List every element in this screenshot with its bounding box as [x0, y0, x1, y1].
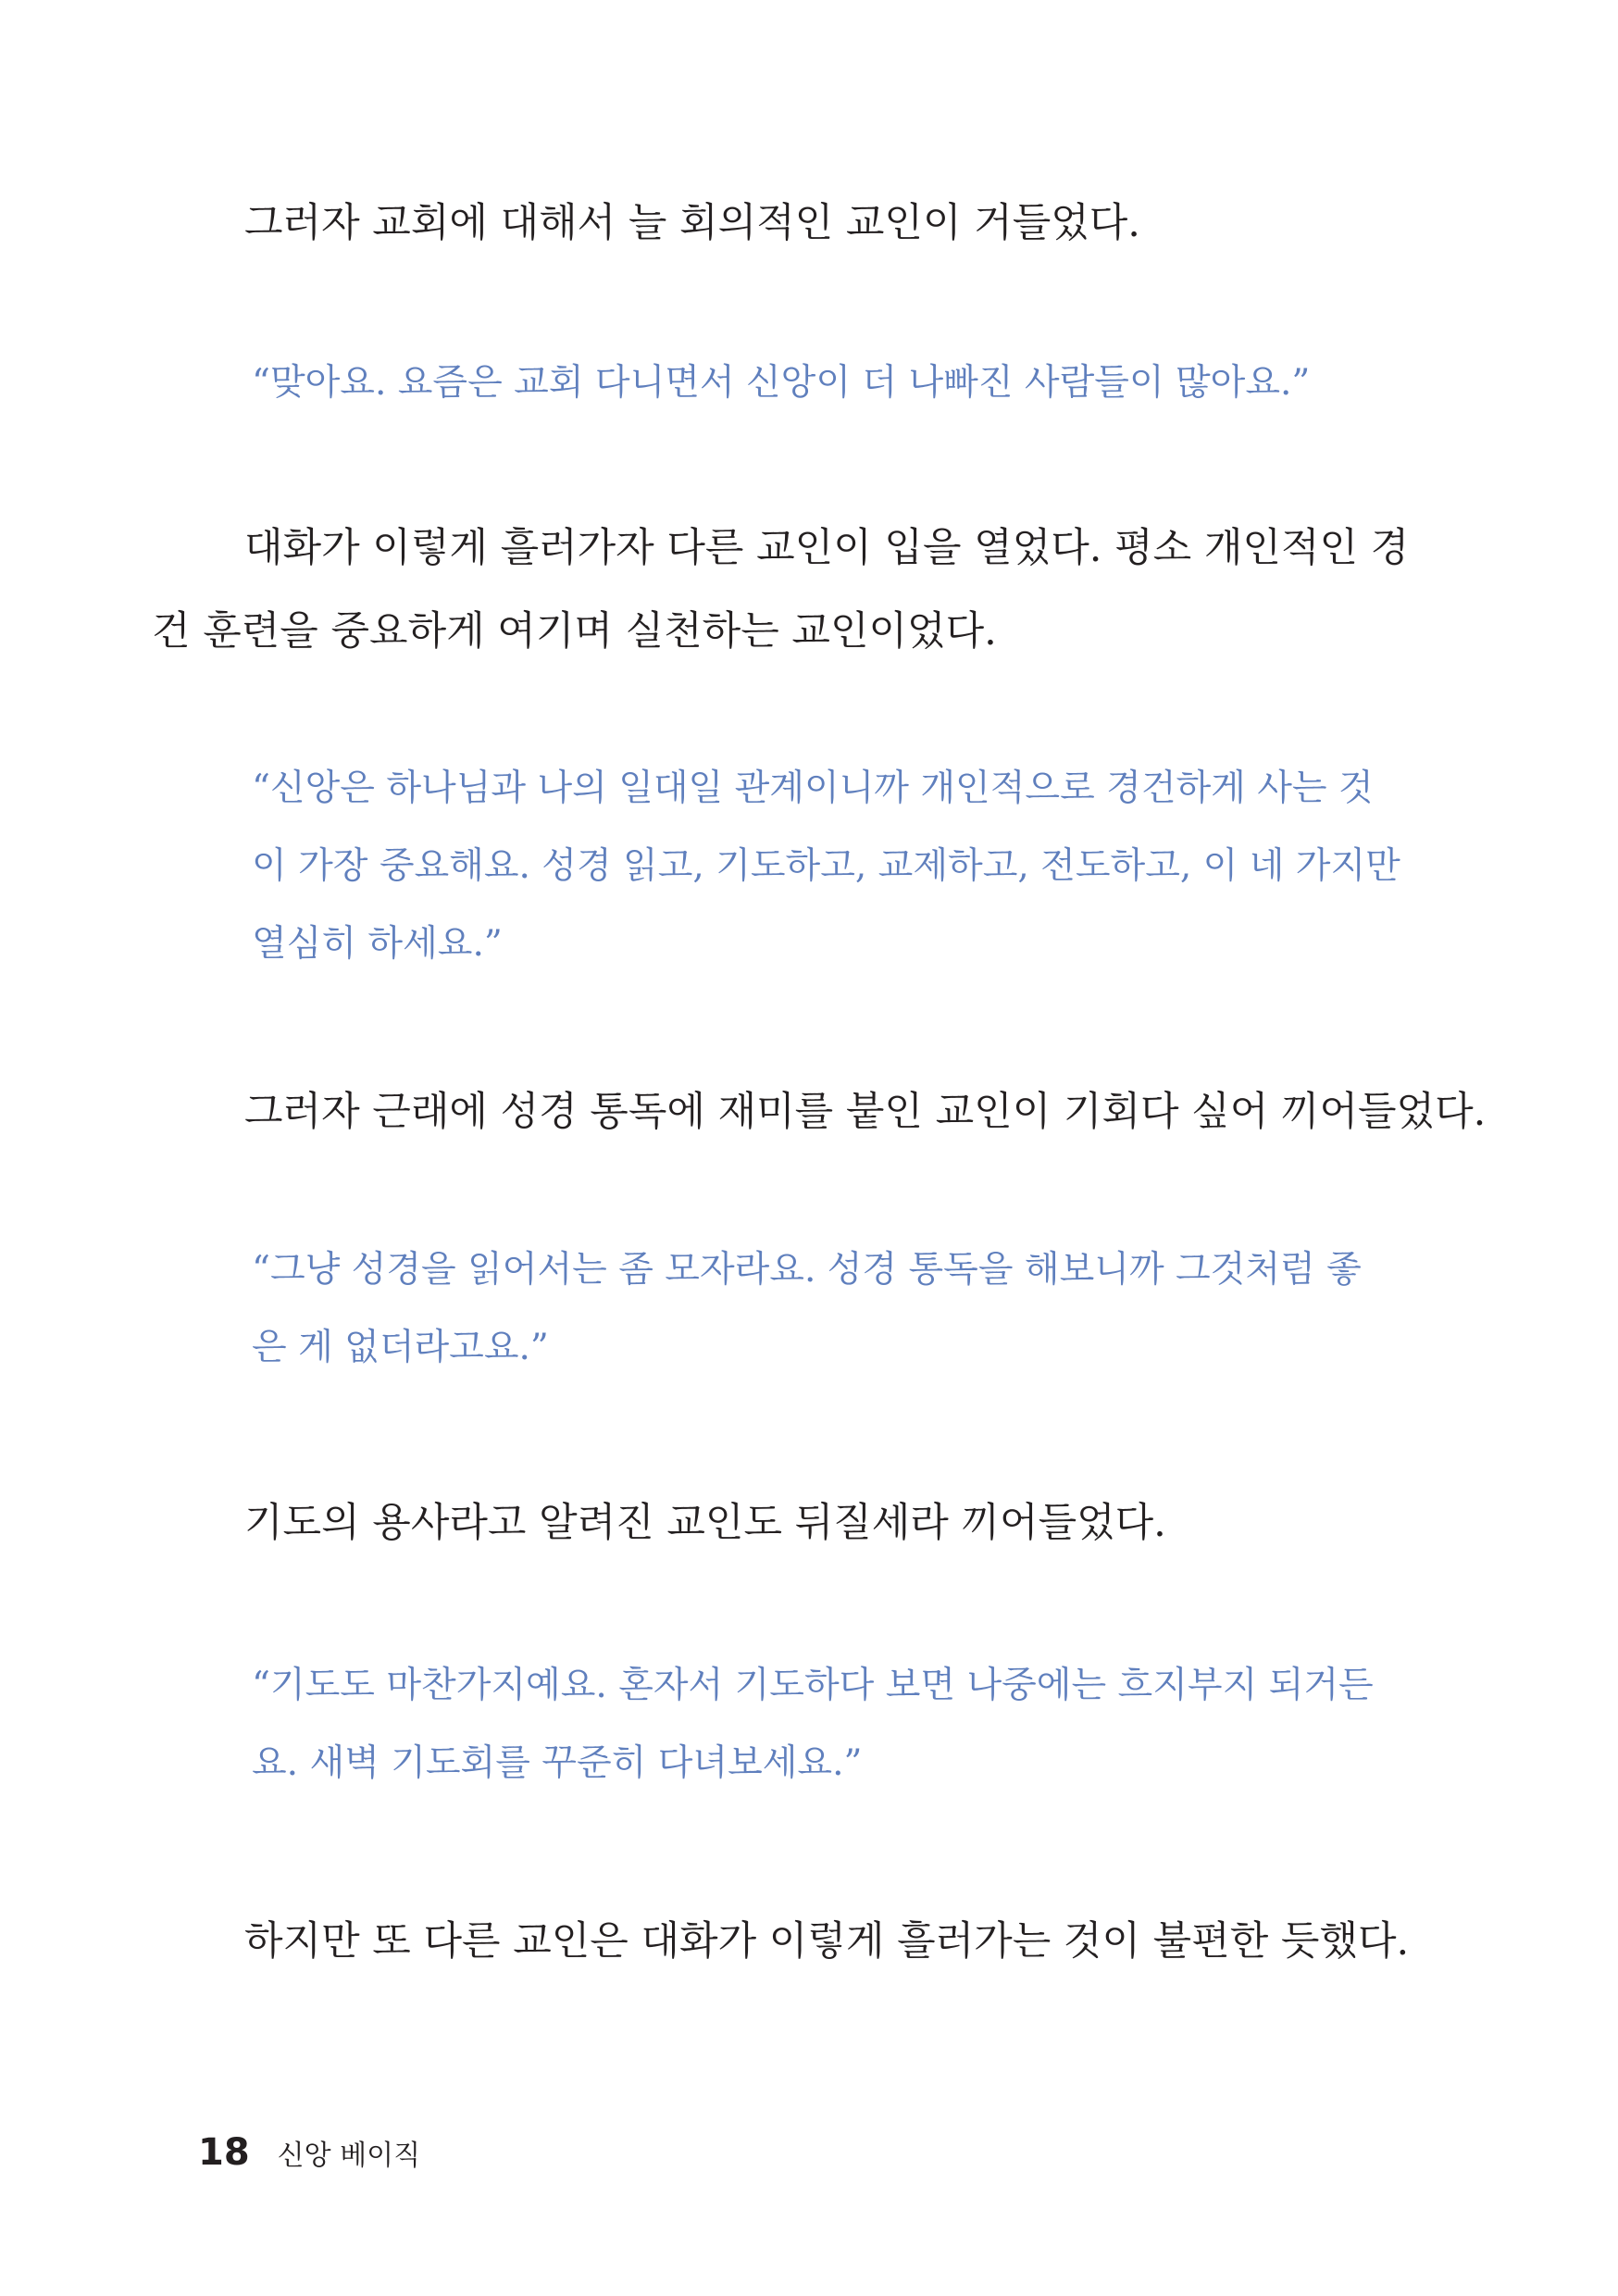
- quote-line: 요. 새벽 기도회를 꾸준히 다녀보세요.”: [252, 1742, 863, 1784]
- dialogue-quote-1: [252, 344, 1326, 422]
- page-footer: [198, 2131, 420, 2174]
- dialogue-quote-3: [252, 1231, 1362, 1387]
- narrative-paragraph-3: [198, 1070, 1487, 1154]
- quote-line: 열심히 하세요.”: [252, 923, 503, 965]
- paragraph-line: 기도의 용사라고 알려진 교인도 뒤질세라 끼어들었다.: [244, 1500, 1166, 1546]
- narrative-paragraph-4: [198, 1481, 1355, 1565]
- quote-line: “맞아요. 요즘은 교회 다니면서 신앙이 더 나빠진 사람들이 많아요.”: [252, 362, 1311, 404]
- dialogue-quote-2: [252, 750, 1400, 983]
- paragraph-line: 대화가 이렇게 흘러가자 다른 교인이 입을 열었다. 평소 개인적인 경: [244, 525, 1410, 571]
- narrative-paragraph-2: [152, 506, 1410, 673]
- page-number: 18: [198, 2131, 250, 2174]
- paragraph-line: 그러자 근래에 성경 통독에 재미를 붙인 교인이 기회다 싶어 끼어들었다.: [244, 1089, 1487, 1135]
- paragraph-line: 그러자 교회에 대해서 늘 회의적인 교인이 거들었다.: [244, 200, 1140, 246]
- dialogue-quote-4: [252, 1647, 1374, 1803]
- narrative-paragraph-5: [198, 1900, 1410, 1983]
- quote-line: “신앙은 하나님과 나의 일대일 관계이니까 개인적으로 경건하게 사는 것: [252, 767, 1374, 809]
- paragraph-line: 하지만 또 다른 교인은 대화가 이렇게 흘러가는 것이 불편한 듯했다.: [244, 1918, 1410, 1965]
- narrative-paragraph-1: [198, 181, 1355, 265]
- quote-line: “그냥 성경을 읽어서는 좀 모자라요. 성경 통독을 해보니까 그것처럼 좋: [252, 1249, 1362, 1291]
- paragraph-line: 건 훈련을 중요하게 여기며 실천하는 교인이었다.: [152, 608, 997, 655]
- quote-line: “기도도 마찬가지예요. 혼자서 기도하다 보면 나중에는 흐지부지 되거든: [252, 1665, 1374, 1706]
- running-title: 신앙 베이직: [277, 2140, 421, 2172]
- quote-line: 이 가장 중요해요. 성경 읽고, 기도하고, 교제하고, 전도하고, 이 네 가지만: [252, 845, 1400, 887]
- quote-line: 은 게 없더라고요.”: [252, 1327, 549, 1368]
